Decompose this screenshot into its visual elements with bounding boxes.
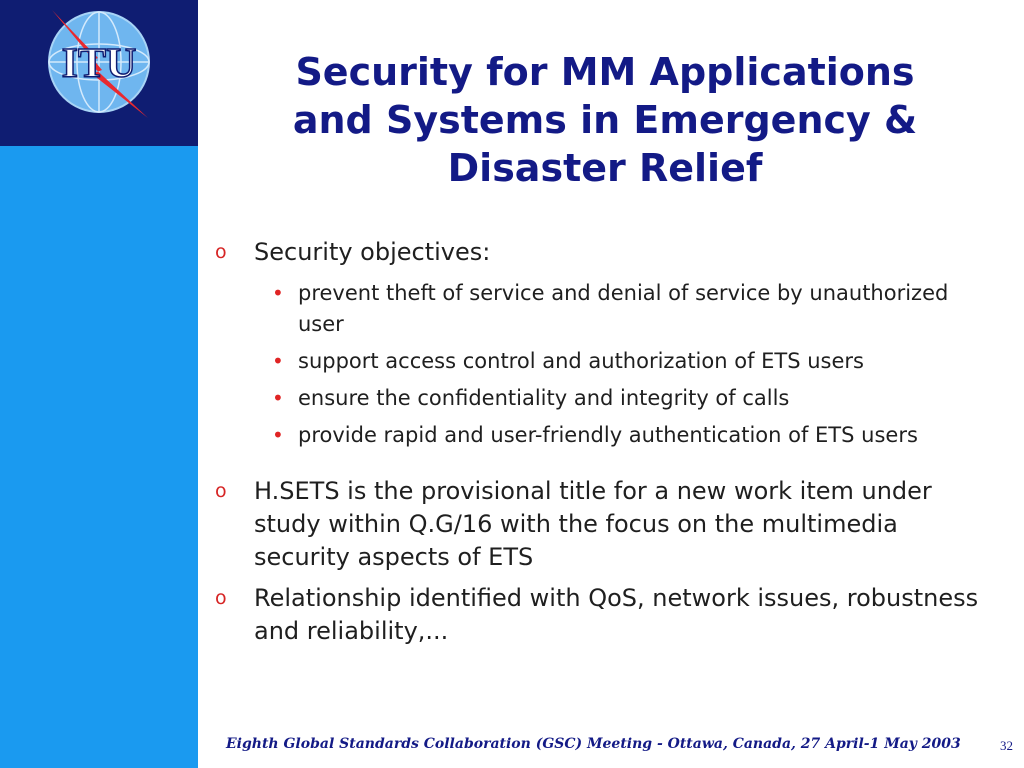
bullet-hsets bbox=[215, 475, 1000, 574]
slide-body bbox=[215, 236, 1000, 648]
sub-bullet-item bbox=[260, 346, 1000, 377]
bullet-text: Relationship identified with QoS, network issues, robustness and reliability,... bbox=[254, 584, 979, 645]
bullet-marker: o bbox=[215, 241, 227, 263]
sub-bullet-item bbox=[260, 278, 1000, 340]
itu-logo-text: ITU bbox=[61, 41, 137, 87]
slide-title bbox=[205, 48, 1005, 192]
sub-bullet-text: ensure the confidentiality and integrity of calls bbox=[298, 386, 790, 410]
bullet-security-objectives bbox=[215, 236, 1000, 269]
sub-bullet-list bbox=[260, 278, 1000, 451]
bullet-text: H.SETS is the provisional title for a new work item under study within Q.G/16 with the focus on the multimedia security aspects of ETS bbox=[254, 477, 932, 571]
sub-bullet-marker: • bbox=[272, 349, 284, 373]
bullet-marker: o bbox=[215, 480, 227, 502]
footer-text: Eighth Global Standards Collaboration (GSC) Meeting - Ottawa, Canada, 27 April-1 May 2003 bbox=[226, 736, 961, 752]
page-number: 32 bbox=[1000, 738, 1013, 753]
sub-bullet-text: prevent theft of service and denial of service by unauthorized user bbox=[298, 281, 949, 336]
bullet-text: Security objectives: bbox=[254, 238, 491, 266]
title-line-2: and Systems in Emergency & bbox=[292, 98, 918, 142]
itu-logo-block bbox=[0, 0, 198, 146]
title-line-3: Disaster Relief bbox=[447, 146, 763, 190]
sub-bullet-text: support access control and authorization of ETS users bbox=[298, 349, 864, 373]
title-line-1: Security for MM Applications bbox=[295, 50, 915, 94]
sub-bullet-marker: • bbox=[272, 386, 284, 410]
bullet-marker: o bbox=[215, 587, 227, 609]
sub-bullet-item bbox=[260, 383, 1000, 414]
sub-bullet-marker: • bbox=[272, 423, 284, 447]
bullet-relationship bbox=[215, 582, 1000, 648]
sub-bullet-item bbox=[260, 420, 1000, 451]
itu-logo bbox=[0, 0, 198, 146]
sub-bullet-text: provide rapid and user-friendly authentication of ETS users bbox=[298, 423, 918, 447]
sub-bullet-marker: • bbox=[272, 281, 284, 305]
